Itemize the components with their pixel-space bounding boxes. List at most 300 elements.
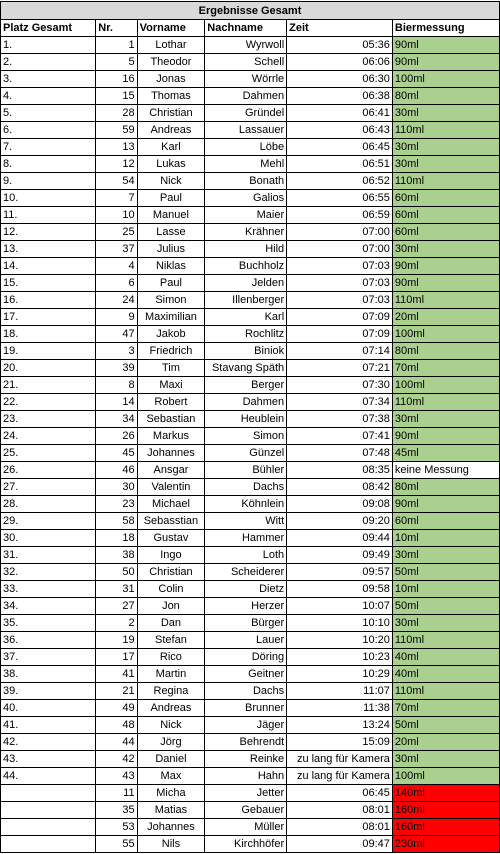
table-body (1, 37, 500, 853)
nr-cell: 41 (96, 666, 137, 683)
nr-cell: 4 (96, 258, 137, 275)
platz-cell: 23. (1, 411, 96, 428)
nr-cell: 19 (96, 632, 137, 649)
zeit-cell: 09:47 (287, 836, 393, 853)
platz-cell: 38. (1, 666, 96, 683)
biermessung-cell: 80ml (392, 88, 499, 105)
table-row (1, 343, 500, 360)
biermessung-cell: 70ml (392, 360, 499, 377)
biermessung-cell: 140ml (392, 785, 499, 802)
nachname-cell: Geitner (205, 666, 287, 683)
zeit-cell: zu lang für Kamera (287, 751, 393, 768)
header-vorname: Vorname (137, 20, 205, 37)
vorname-cell: Martin (137, 666, 205, 683)
vorname-cell: Friedrich (137, 343, 205, 360)
biermessung-cell: 110ml (392, 632, 499, 649)
biermessung-cell: 30ml (392, 615, 499, 632)
nachname-cell: Scheiderer (205, 564, 287, 581)
table-row (1, 309, 500, 326)
vorname-cell: Ansgar (137, 462, 205, 479)
nr-cell: 44 (96, 734, 137, 751)
nachname-cell: Lauer (205, 632, 287, 649)
vorname-cell: Maxi (137, 377, 205, 394)
nachname-cell: Jetter (205, 785, 287, 802)
vorname-cell: Max (137, 768, 205, 785)
nr-cell: 46 (96, 462, 137, 479)
zeit-cell: 07:38 (287, 411, 393, 428)
vorname-cell: Christian (137, 105, 205, 122)
biermessung-cell: 110ml (392, 173, 499, 190)
vorname-cell: Niklas (137, 258, 205, 275)
nachname-cell: Köhnlein (205, 496, 287, 513)
table-row (1, 513, 500, 530)
table-row (1, 564, 500, 581)
vorname-cell: Daniel (137, 751, 205, 768)
table-row (1, 224, 500, 241)
zeit-cell: 08:35 (287, 462, 393, 479)
nr-cell: 26 (96, 428, 137, 445)
nr-cell: 58 (96, 513, 137, 530)
platz-cell: 19. (1, 343, 96, 360)
vorname-cell: Andreas (137, 122, 205, 139)
zeit-cell: 07:21 (287, 360, 393, 377)
nr-cell: 10 (96, 207, 137, 224)
platz-cell: 27. (1, 479, 96, 496)
platz-cell: 13. (1, 241, 96, 258)
biermessung-cell: 30ml (392, 156, 499, 173)
platz-cell: 20. (1, 360, 96, 377)
nachname-cell: Rochlitz (205, 326, 287, 343)
platz-cell: 16. (1, 292, 96, 309)
header-row (1, 20, 500, 37)
platz-cell: 41. (1, 717, 96, 734)
platz-cell (1, 802, 96, 819)
table-row (1, 275, 500, 292)
platz-cell: 21. (1, 377, 96, 394)
zeit-cell: 07:09 (287, 326, 393, 343)
platz-cell: 34. (1, 598, 96, 615)
nr-cell: 11 (96, 785, 137, 802)
vorname-cell: Lasse (137, 224, 205, 241)
platz-cell: 39. (1, 683, 96, 700)
zeit-cell: 15:09 (287, 734, 393, 751)
biermessung-cell: 90ml (392, 275, 499, 292)
platz-cell: 32. (1, 564, 96, 581)
nachname-cell: Galios (205, 190, 287, 207)
table-row (1, 445, 500, 462)
nr-cell: 45 (96, 445, 137, 462)
biermessung-cell: 100ml (392, 377, 499, 394)
zeit-cell: 06:30 (287, 71, 393, 88)
table-row (1, 411, 500, 428)
biermessung-cell: 110ml (392, 292, 499, 309)
nachname-cell: Karl (205, 309, 287, 326)
biermessung-cell: 45ml (392, 445, 499, 462)
nachname-cell: Heublein (205, 411, 287, 428)
platz-cell: 10. (1, 190, 96, 207)
nachname-cell: Brunner (205, 700, 287, 717)
results-table (0, 1, 500, 853)
biermessung-cell: 100ml (392, 71, 499, 88)
zeit-cell: 09:08 (287, 496, 393, 513)
table-row (1, 122, 500, 139)
biermessung-cell: 160ml (392, 802, 499, 819)
platz-cell: 17. (1, 309, 96, 326)
nachname-cell: Maier (205, 207, 287, 224)
platz-cell: 44. (1, 768, 96, 785)
nr-cell: 28 (96, 105, 137, 122)
nr-cell: 54 (96, 173, 137, 190)
vorname-cell: Ingo (137, 547, 205, 564)
zeit-cell: 07:09 (287, 309, 393, 326)
platz-cell: 2. (1, 54, 96, 71)
biermessung-cell: 100ml (392, 768, 499, 785)
zeit-cell: 06:38 (287, 88, 393, 105)
table-row (1, 173, 500, 190)
vorname-cell: Paul (137, 275, 205, 292)
zeit-cell: 07:14 (287, 343, 393, 360)
nr-cell: 7 (96, 190, 137, 207)
biermessung-cell: 30ml (392, 411, 499, 428)
nr-cell: 17 (96, 649, 137, 666)
nachname-cell: Loth (205, 547, 287, 564)
vorname-cell: Thomas (137, 88, 205, 105)
nr-cell: 18 (96, 530, 137, 547)
nachname-cell: Herzer (205, 598, 287, 615)
platz-cell: 1. (1, 37, 96, 54)
platz-cell: 36. (1, 632, 96, 649)
vorname-cell: Valentin (137, 479, 205, 496)
table-row (1, 802, 500, 819)
table-row (1, 598, 500, 615)
nr-cell: 43 (96, 768, 137, 785)
nachname-cell: Dachs (205, 479, 287, 496)
results-sheet (0, 1, 500, 853)
nachname-cell: Mehl (205, 156, 287, 173)
table-row (1, 717, 500, 734)
biermessung-cell: 80ml (392, 479, 499, 496)
biermessung-cell: 80ml (392, 343, 499, 360)
biermessung-cell: 30ml (392, 241, 499, 258)
nr-cell: 47 (96, 326, 137, 343)
zeit-cell: 09:44 (287, 530, 393, 547)
header-zeit: Zeit (287, 20, 393, 37)
zeit-cell: 10:29 (287, 666, 393, 683)
vorname-cell: Karl (137, 139, 205, 156)
nachname-cell: Kirchhöfer (205, 836, 287, 853)
nr-cell: 49 (96, 700, 137, 717)
vorname-cell: Simon (137, 292, 205, 309)
table-row (1, 734, 500, 751)
zeit-cell: 07:30 (287, 377, 393, 394)
nr-cell: 42 (96, 751, 137, 768)
table-row (1, 581, 500, 598)
nachname-cell: Gründel (205, 105, 287, 122)
nr-cell: 34 (96, 411, 137, 428)
vorname-cell: Lukas (137, 156, 205, 173)
biermessung-cell: 20ml (392, 734, 499, 751)
table-row (1, 88, 500, 105)
table-row (1, 37, 500, 54)
platz-cell: 5. (1, 105, 96, 122)
nr-cell: 8 (96, 377, 137, 394)
nr-cell: 25 (96, 224, 137, 241)
platz-cell: 14. (1, 258, 96, 275)
vorname-cell: Jon (137, 598, 205, 615)
vorname-cell: Gustav (137, 530, 205, 547)
nr-cell: 12 (96, 156, 137, 173)
zeit-cell: 07:41 (287, 428, 393, 445)
biermessung-cell: 50ml (392, 598, 499, 615)
biermessung-cell: 60ml (392, 224, 499, 241)
zeit-cell: 06:59 (287, 207, 393, 224)
table-row (1, 241, 500, 258)
nr-cell: 30 (96, 479, 137, 496)
table-row (1, 207, 500, 224)
biermessung-cell: keine Messung (392, 462, 499, 479)
platz-cell: 6. (1, 122, 96, 139)
platz-cell: 30. (1, 530, 96, 547)
platz-cell: 22. (1, 394, 96, 411)
zeit-cell: 10:10 (287, 615, 393, 632)
vorname-cell: Dan (137, 615, 205, 632)
table-row (1, 105, 500, 122)
zeit-cell: 07:34 (287, 394, 393, 411)
vorname-cell: Theodor (137, 54, 205, 71)
biermessung-cell: 70ml (392, 700, 499, 717)
zeit-cell: 08:01 (287, 819, 393, 836)
biermessung-cell: 50ml (392, 564, 499, 581)
vorname-cell: Lothar (137, 37, 205, 54)
biermessung-cell: 40ml (392, 666, 499, 683)
zeit-cell: 05:36 (287, 37, 393, 54)
biermessung-cell: 90ml (392, 258, 499, 275)
table-row (1, 428, 500, 445)
platz-cell: 15. (1, 275, 96, 292)
nr-cell: 59 (96, 122, 137, 139)
biermessung-cell: 100ml (392, 326, 499, 343)
zeit-cell: 06:45 (287, 785, 393, 802)
vorname-cell: Stefan (137, 632, 205, 649)
nachname-cell: Biniok (205, 343, 287, 360)
table-title: Ergebnisse Gesamt (1, 2, 500, 20)
zeit-cell: 08:01 (287, 802, 393, 819)
biermessung-cell: 50ml (392, 717, 499, 734)
table-row (1, 785, 500, 802)
zeit-cell: 06:55 (287, 190, 393, 207)
nachname-cell: Krähner (205, 224, 287, 241)
vorname-cell: Christian (137, 564, 205, 581)
biermessung-cell: 90ml (392, 37, 499, 54)
zeit-cell: 06:51 (287, 156, 393, 173)
table-row (1, 530, 500, 547)
platz-cell: 33. (1, 581, 96, 598)
nr-cell: 48 (96, 717, 137, 734)
zeit-cell: 09:57 (287, 564, 393, 581)
nachname-cell: Schell (205, 54, 287, 71)
vorname-cell: Johannes (137, 445, 205, 462)
nachname-cell: Günzel (205, 445, 287, 462)
zeit-cell: zu lang für Kamera (287, 768, 393, 785)
nr-cell: 31 (96, 581, 137, 598)
platz-cell (1, 785, 96, 802)
table-row (1, 632, 500, 649)
table-row (1, 649, 500, 666)
biermessung-cell: 60ml (392, 190, 499, 207)
biermessung-cell: 110ml (392, 683, 499, 700)
zeit-cell: 10:23 (287, 649, 393, 666)
table-row (1, 292, 500, 309)
zeit-cell: 11:38 (287, 700, 393, 717)
zeit-cell: 09:58 (287, 581, 393, 598)
nr-cell: 1 (96, 37, 137, 54)
table-row (1, 666, 500, 683)
zeit-cell: 10:07 (287, 598, 393, 615)
platz-cell: 37. (1, 649, 96, 666)
nachname-cell: Reinke (205, 751, 287, 768)
platz-cell: 26. (1, 462, 96, 479)
nr-cell: 3 (96, 343, 137, 360)
biermessung-cell: 110ml (392, 122, 499, 139)
platz-cell: 3. (1, 71, 96, 88)
nr-cell: 15 (96, 88, 137, 105)
table-row (1, 547, 500, 564)
table-row (1, 683, 500, 700)
zeit-cell: 06:52 (287, 173, 393, 190)
zeit-cell: 06:43 (287, 122, 393, 139)
vorname-cell: Manuel (137, 207, 205, 224)
platz-cell: 4. (1, 88, 96, 105)
vorname-cell: Nick (137, 173, 205, 190)
biermessung-cell: 10ml (392, 581, 499, 598)
table-row (1, 751, 500, 768)
nr-cell: 35 (96, 802, 137, 819)
platz-cell: 29. (1, 513, 96, 530)
zeit-cell: 06:06 (287, 54, 393, 71)
nr-cell: 6 (96, 275, 137, 292)
platz-cell: 9. (1, 173, 96, 190)
nachname-cell: Bürger (205, 615, 287, 632)
biermessung-cell: 30ml (392, 751, 499, 768)
nr-cell: 27 (96, 598, 137, 615)
table-row (1, 71, 500, 88)
nr-cell: 2 (96, 615, 137, 632)
platz-cell: 31. (1, 547, 96, 564)
platz-cell: 43. (1, 751, 96, 768)
platz-cell (1, 819, 96, 836)
table-row (1, 836, 500, 853)
table-row (1, 190, 500, 207)
nachname-cell: Behrendt (205, 734, 287, 751)
vorname-cell: Jakob (137, 326, 205, 343)
zeit-cell: 09:20 (287, 513, 393, 530)
platz-cell: 25. (1, 445, 96, 462)
biermessung-cell: 90ml (392, 428, 499, 445)
biermessung-cell: 30ml (392, 139, 499, 156)
vorname-cell: Johannes (137, 819, 205, 836)
nr-cell: 23 (96, 496, 137, 513)
vorname-cell: Nick (137, 717, 205, 734)
biermessung-cell: 30ml (392, 547, 499, 564)
zeit-cell: 06:41 (287, 105, 393, 122)
table-row (1, 768, 500, 785)
vorname-cell: Nils (137, 836, 205, 853)
nr-cell: 53 (96, 819, 137, 836)
nachname-cell: Jelden (205, 275, 287, 292)
platz-cell: 18. (1, 326, 96, 343)
table-row (1, 462, 500, 479)
nachname-cell: Dachs (205, 683, 287, 700)
nr-cell: 38 (96, 547, 137, 564)
table-row (1, 394, 500, 411)
biermessung-cell: 20ml (392, 309, 499, 326)
platz-cell: 28. (1, 496, 96, 513)
nr-cell: 13 (96, 139, 137, 156)
nachname-cell: Hahn (205, 768, 287, 785)
header-nr: Nr. (96, 20, 137, 37)
header-nachname: Nachname (205, 20, 287, 37)
vorname-cell: Jonas (137, 71, 205, 88)
nachname-cell: Bonath (205, 173, 287, 190)
nachname-cell: Wörrle (205, 71, 287, 88)
zeit-cell: 13:24 (287, 717, 393, 734)
nr-cell: 9 (96, 309, 137, 326)
platz-cell: 42. (1, 734, 96, 751)
nr-cell: 37 (96, 241, 137, 258)
zeit-cell: 07:00 (287, 241, 393, 258)
vorname-cell: Regina (137, 683, 205, 700)
nr-cell: 16 (96, 71, 137, 88)
vorname-cell: Sebastian (137, 411, 205, 428)
vorname-cell: Colin (137, 581, 205, 598)
nr-cell: 39 (96, 360, 137, 377)
nachname-cell: Illenberger (205, 292, 287, 309)
vorname-cell: Maximilian (137, 309, 205, 326)
nachname-cell: Witt (205, 513, 287, 530)
platz-cell: 35. (1, 615, 96, 632)
zeit-cell: 11:07 (287, 683, 393, 700)
platz-cell: 24. (1, 428, 96, 445)
nachname-cell: Döring (205, 649, 287, 666)
nachname-cell: Dahmen (205, 394, 287, 411)
nachname-cell: Hammer (205, 530, 287, 547)
table-row (1, 156, 500, 173)
nr-cell: 5 (96, 54, 137, 71)
nr-cell: 24 (96, 292, 137, 309)
biermessung-cell: 90ml (392, 496, 499, 513)
biermessung-cell: 90ml (392, 54, 499, 71)
zeit-cell: 07:03 (287, 292, 393, 309)
nr-cell: 14 (96, 394, 137, 411)
vorname-cell: Sebasstian (137, 513, 205, 530)
platz-cell: 7. (1, 139, 96, 156)
table-row (1, 326, 500, 343)
biermessung-cell: 110ml (392, 394, 499, 411)
nachname-cell: Bühler (205, 462, 287, 479)
zeit-cell: 06:45 (287, 139, 393, 156)
nachname-cell: Müller (205, 819, 287, 836)
zeit-cell: 07:03 (287, 275, 393, 292)
platz-cell: 40. (1, 700, 96, 717)
nr-cell: 50 (96, 564, 137, 581)
zeit-cell: 09:49 (287, 547, 393, 564)
table-row (1, 479, 500, 496)
nachname-cell: Dahmen (205, 88, 287, 105)
zeit-cell: 07:00 (287, 224, 393, 241)
zeit-cell: 07:48 (287, 445, 393, 462)
vorname-cell: Andreas (137, 700, 205, 717)
biermessung-cell: 30ml (392, 105, 499, 122)
